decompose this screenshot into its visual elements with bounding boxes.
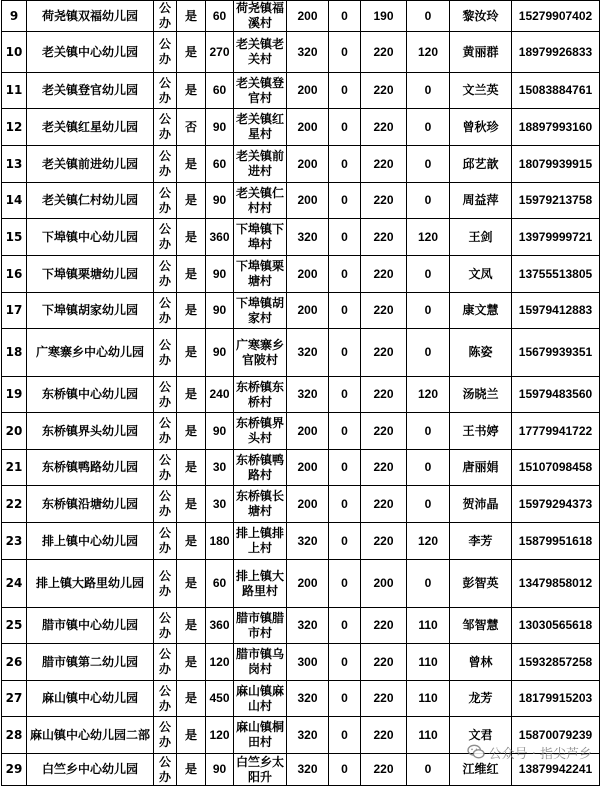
area-value: 200 [287, 146, 329, 183]
table-row [2, 681, 600, 717]
fee-2: 220 [361, 293, 407, 329]
area-value: 200 [287, 413, 329, 450]
principal-name: 康文慧 [450, 293, 512, 329]
fee-3: 0 [407, 109, 450, 146]
fee-2: 220 [361, 681, 407, 717]
fee-3: 0 [407, 146, 450, 183]
fee-1: 0 [329, 293, 361, 329]
kindergarten-name: 腊市镇第二幼儿园 [27, 644, 154, 681]
row-number: 12 [2, 109, 27, 146]
enrollment-capacity: 30 [206, 450, 234, 486]
area-value: 320 [287, 717, 329, 754]
principal-name: 邹智慧 [450, 608, 512, 644]
kindergarten-name: 东桥镇界头幼儿园 [27, 413, 154, 450]
row-number: 26 [2, 644, 27, 681]
row-number: 15 [2, 219, 27, 256]
phone-number: 13030565618 [512, 608, 600, 644]
row-number: 18 [2, 329, 27, 377]
row-number: 11 [2, 73, 27, 109]
fee-3: 0 [407, 560, 450, 608]
school-type: 公办 [154, 450, 177, 486]
fee-1: 0 [329, 450, 361, 486]
area-value: 200 [287, 293, 329, 329]
fee-1: 0 [329, 608, 361, 644]
principal-name: 文君 [450, 717, 512, 754]
row-number: 19 [2, 377, 27, 413]
kindergarten-name: 荷尧镇双福幼儿园 [27, 1, 154, 32]
row-number: 20 [2, 413, 27, 450]
area-value: 200 [287, 183, 329, 219]
village-location: 东桥镇长塘村 [234, 486, 287, 523]
row-number: 25 [2, 608, 27, 644]
fee-1: 0 [329, 754, 361, 786]
village-location: 麻山镇麻山村 [234, 681, 287, 717]
area-value: 200 [287, 486, 329, 523]
kindergarten-name: 麻山镇中心幼儿园 [27, 681, 154, 717]
table-row [2, 73, 600, 109]
phone-number: 15279907402 [512, 1, 600, 32]
table-row [2, 486, 600, 523]
school-type: 公办 [154, 608, 177, 644]
inclusive-flag: 否 [177, 109, 206, 146]
area-value: 300 [287, 644, 329, 681]
kindergarten-name: 排上镇中心幼儿园 [27, 523, 154, 560]
inclusive-flag: 是 [177, 377, 206, 413]
village-location: 腊市镇腊市村 [234, 608, 287, 644]
fee-3: 120 [407, 523, 450, 560]
fee-1: 0 [329, 560, 361, 608]
phone-number: 13479858012 [512, 560, 600, 608]
village-location: 下埠镇胡家村 [234, 293, 287, 329]
fee-1: 0 [329, 183, 361, 219]
area-value: 200 [287, 560, 329, 608]
inclusive-flag: 是 [177, 1, 206, 32]
fee-1: 0 [329, 73, 361, 109]
school-type: 公办 [154, 523, 177, 560]
inclusive-flag: 是 [177, 717, 206, 754]
table-row [2, 377, 600, 413]
area-value: 200 [287, 109, 329, 146]
fee-2: 220 [361, 73, 407, 109]
fee-1: 0 [329, 146, 361, 183]
village-location: 白竺乡太阳升 [234, 754, 287, 786]
fee-1: 0 [329, 219, 361, 256]
enrollment-capacity: 60 [206, 73, 234, 109]
school-type: 公办 [154, 644, 177, 681]
school-type: 公办 [154, 183, 177, 219]
phone-number: 15979213758 [512, 183, 600, 219]
inclusive-flag: 是 [177, 560, 206, 608]
fee-3: 110 [407, 644, 450, 681]
fee-3: 0 [407, 329, 450, 377]
fee-2: 220 [361, 754, 407, 786]
inclusive-flag: 是 [177, 329, 206, 377]
principal-name: 唐丽娟 [450, 450, 512, 486]
fee-2: 220 [361, 486, 407, 523]
row-number: 24 [2, 560, 27, 608]
principal-name: 文兰英 [450, 73, 512, 109]
row-number: 16 [2, 256, 27, 293]
village-location: 老关镇登官村 [234, 73, 287, 109]
village-location: 东桥镇东桥村 [234, 377, 287, 413]
phone-number: 17779941722 [512, 413, 600, 450]
village-location: 东桥镇界头村 [234, 413, 287, 450]
area-value: 320 [287, 523, 329, 560]
area-value: 320 [287, 329, 329, 377]
table-row [2, 329, 600, 377]
fee-3: 110 [407, 608, 450, 644]
enrollment-capacity: 90 [206, 109, 234, 146]
watermark-text: 公众号 · 指尖芦乡 [488, 746, 592, 762]
village-location: 排上镇大路里村 [234, 560, 287, 608]
enrollment-capacity: 90 [206, 293, 234, 329]
principal-name: 王书婷 [450, 413, 512, 450]
table-row [2, 32, 600, 73]
inclusive-flag: 是 [177, 413, 206, 450]
enrollment-capacity: 450 [206, 681, 234, 717]
inclusive-flag: 是 [177, 608, 206, 644]
phone-number: 13879942241 [512, 754, 600, 786]
principal-name: 江维红 [450, 754, 512, 786]
watermark [467, 738, 592, 766]
area-value: 320 [287, 681, 329, 717]
principal-name: 汤晓兰 [450, 377, 512, 413]
principal-name: 黎汝玲 [450, 1, 512, 32]
fee-3: 110 [407, 717, 450, 754]
fee-3: 110 [407, 681, 450, 717]
phone-number: 13979999721 [512, 219, 600, 256]
principal-name: 曾林 [450, 644, 512, 681]
kindergarten-name: 老关镇中心幼儿园 [27, 32, 154, 73]
village-location: 老关镇老关村 [234, 32, 287, 73]
school-type: 公办 [154, 32, 177, 73]
phone-number: 15083884761 [512, 73, 600, 109]
school-type: 公办 [154, 1, 177, 32]
table-row [2, 523, 600, 560]
principal-name: 文凤 [450, 256, 512, 293]
inclusive-flag: 是 [177, 450, 206, 486]
school-type: 公办 [154, 681, 177, 717]
enrollment-capacity: 60 [206, 146, 234, 183]
phone-number: 13755513805 [512, 256, 600, 293]
table-row [2, 413, 600, 450]
kindergarten-name: 下埠镇中心幼儿园 [27, 219, 154, 256]
fee-3: 0 [407, 1, 450, 32]
fee-2: 200 [361, 560, 407, 608]
enrollment-capacity: 120 [206, 644, 234, 681]
inclusive-flag: 是 [177, 146, 206, 183]
table-row [2, 608, 600, 644]
area-value: 200 [287, 73, 329, 109]
row-number: 17 [2, 293, 27, 329]
kindergarten-name: 白竺乡中心幼儿园 [27, 754, 154, 786]
village-location: 下埠镇下埠村 [234, 219, 287, 256]
enrollment-capacity: 90 [206, 256, 234, 293]
fee-1: 0 [329, 329, 361, 377]
fee-1: 0 [329, 486, 361, 523]
inclusive-flag: 是 [177, 293, 206, 329]
fee-3: 0 [407, 183, 450, 219]
kindergarten-name: 老关镇前进幼儿园 [27, 146, 154, 183]
fee-1: 0 [329, 523, 361, 560]
school-type: 公办 [154, 560, 177, 608]
fee-2: 220 [361, 109, 407, 146]
phone-number: 15107098458 [512, 450, 600, 486]
school-type: 公办 [154, 717, 177, 754]
fee-1: 0 [329, 1, 361, 32]
fee-1: 0 [329, 377, 361, 413]
inclusive-flag: 是 [177, 523, 206, 560]
inclusive-flag: 是 [177, 73, 206, 109]
fee-2: 220 [361, 32, 407, 73]
principal-name: 贺沛晶 [450, 486, 512, 523]
fee-2: 220 [361, 413, 407, 450]
row-number: 22 [2, 486, 27, 523]
school-type: 公办 [154, 486, 177, 523]
principal-name: 曾秋珍 [450, 109, 512, 146]
kindergarten-table [1, 0, 600, 786]
area-value: 320 [287, 32, 329, 73]
phone-number: 15979294373 [512, 486, 600, 523]
village-location: 东桥镇鸭路村 [234, 450, 287, 486]
fee-3: 0 [407, 73, 450, 109]
village-location: 麻山镇桐田村 [234, 717, 287, 754]
inclusive-flag: 是 [177, 183, 206, 219]
fee-2: 220 [361, 146, 407, 183]
principal-name: 邱艺歆 [450, 146, 512, 183]
fee-1: 0 [329, 644, 361, 681]
enrollment-capacity: 90 [206, 329, 234, 377]
kindergarten-name: 老关镇登官幼儿园 [27, 73, 154, 109]
fee-2: 220 [361, 329, 407, 377]
table-row [2, 219, 600, 256]
inclusive-flag: 是 [177, 32, 206, 73]
village-location: 排上镇排上村 [234, 523, 287, 560]
kindergarten-name: 排上镇大路里幼儿园 [27, 560, 154, 608]
table-row [2, 109, 600, 146]
enrollment-capacity: 360 [206, 608, 234, 644]
table-row [2, 146, 600, 183]
principal-name: 彭智英 [450, 560, 512, 608]
area-value: 320 [287, 754, 329, 786]
row-number: 21 [2, 450, 27, 486]
fee-3: 120 [407, 32, 450, 73]
fee-1: 0 [329, 413, 361, 450]
enrollment-capacity: 60 [206, 560, 234, 608]
principal-name: 黄丽群 [450, 32, 512, 73]
school-type: 公办 [154, 109, 177, 146]
fee-2: 220 [361, 377, 407, 413]
school-type: 公办 [154, 293, 177, 329]
school-type: 公办 [154, 329, 177, 377]
village-location: 荷尧镇福溪村 [234, 1, 287, 32]
enrollment-capacity: 90 [206, 754, 234, 786]
fee-3: 0 [407, 293, 450, 329]
row-number: 13 [2, 146, 27, 183]
fee-1: 0 [329, 717, 361, 754]
fee-2: 220 [361, 608, 407, 644]
school-type: 公办 [154, 413, 177, 450]
school-type: 公办 [154, 256, 177, 293]
kindergarten-name: 东桥镇沿塘幼儿园 [27, 486, 154, 523]
fee-3: 0 [407, 256, 450, 293]
phone-number: 15870079239 [512, 717, 600, 754]
fee-2: 220 [361, 717, 407, 754]
fee-2: 220 [361, 644, 407, 681]
kindergarten-name: 下埠镇栗塘幼儿园 [27, 256, 154, 293]
phone-number: 15932857258 [512, 644, 600, 681]
kindergarten-name: 老关镇仁村幼儿园 [27, 183, 154, 219]
area-value: 320 [287, 377, 329, 413]
fee-1: 0 [329, 681, 361, 717]
area-value: 200 [287, 450, 329, 486]
village-location: 老关镇仁村村 [234, 183, 287, 219]
table-row [2, 256, 600, 293]
enrollment-capacity: 90 [206, 183, 234, 219]
fee-2: 220 [361, 219, 407, 256]
enrollment-capacity: 120 [206, 717, 234, 754]
kindergarten-name: 广寒寨乡中心幼儿园 [27, 329, 154, 377]
phone-number: 18079939915 [512, 146, 600, 183]
enrollment-capacity: 180 [206, 523, 234, 560]
row-number: 29 [2, 754, 27, 786]
phone-number: 15979483560 [512, 377, 600, 413]
village-location: 广寒寨乡官陂村 [234, 329, 287, 377]
school-type: 公办 [154, 377, 177, 413]
principal-name: 陈姿 [450, 329, 512, 377]
enrollment-capacity: 30 [206, 486, 234, 523]
village-location: 老关镇红星村 [234, 109, 287, 146]
row-number: 14 [2, 183, 27, 219]
inclusive-flag: 是 [177, 486, 206, 523]
school-type: 公办 [154, 73, 177, 109]
area-value: 320 [287, 219, 329, 256]
row-number: 28 [2, 717, 27, 754]
table-row [2, 644, 600, 681]
school-type: 公办 [154, 754, 177, 786]
table-row [2, 183, 600, 219]
inclusive-flag: 是 [177, 256, 206, 293]
kindergarten-name: 东桥镇鸭路幼儿园 [27, 450, 154, 486]
phone-number: 15679939351 [512, 329, 600, 377]
school-type: 公办 [154, 219, 177, 256]
principal-name: 王剑 [450, 219, 512, 256]
fee-1: 0 [329, 109, 361, 146]
fee-2: 220 [361, 256, 407, 293]
fee-3: 120 [407, 377, 450, 413]
village-location: 下埠镇栗塘村 [234, 256, 287, 293]
fee-3: 0 [407, 413, 450, 450]
principal-name: 周益萍 [450, 183, 512, 219]
kindergarten-name: 老关镇红星幼儿园 [27, 109, 154, 146]
fee-1: 0 [329, 32, 361, 73]
fee-1: 0 [329, 256, 361, 293]
inclusive-flag: 是 [177, 754, 206, 786]
fee-3: 0 [407, 486, 450, 523]
school-type: 公办 [154, 146, 177, 183]
row-number: 9 [2, 1, 27, 32]
fee-2: 190 [361, 1, 407, 32]
phone-number: 15879951618 [512, 523, 600, 560]
village-location: 腊市镇乌岗村 [234, 644, 287, 681]
principal-name: 李芳 [450, 523, 512, 560]
kindergarten-name: 腊市镇中心幼儿园 [27, 608, 154, 644]
wechat-official-account-icon [467, 744, 485, 760]
kindergarten-name: 麻山镇中心幼儿园二部 [27, 717, 154, 754]
kindergarten-name: 东桥镇中心幼儿园 [27, 377, 154, 413]
phone-number: 18979926833 [512, 32, 600, 73]
row-number: 10 [2, 32, 27, 73]
table-row [2, 293, 600, 329]
table-row [2, 1, 600, 32]
fee-2: 220 [361, 523, 407, 560]
inclusive-flag: 是 [177, 219, 206, 256]
fee-3: 0 [407, 450, 450, 486]
enrollment-capacity: 240 [206, 377, 234, 413]
enrollment-capacity: 270 [206, 32, 234, 73]
inclusive-flag: 是 [177, 681, 206, 717]
enrollment-capacity: 90 [206, 413, 234, 450]
principal-name: 龙芳 [450, 681, 512, 717]
phone-number: 15979412883 [512, 293, 600, 329]
area-value: 200 [287, 1, 329, 32]
village-location: 老关镇前进村 [234, 146, 287, 183]
phone-number: 18179915203 [512, 681, 600, 717]
enrollment-capacity: 60 [206, 1, 234, 32]
table-row [2, 560, 600, 608]
fee-2: 220 [361, 183, 407, 219]
table-row [2, 450, 600, 486]
row-number: 23 [2, 523, 27, 560]
area-value: 320 [287, 608, 329, 644]
enrollment-capacity: 360 [206, 219, 234, 256]
area-value: 200 [287, 256, 329, 293]
inclusive-flag: 是 [177, 644, 206, 681]
fee-3: 120 [407, 219, 450, 256]
kindergarten-name: 下埠镇胡家幼儿园 [27, 293, 154, 329]
fee-3: 0 [407, 754, 450, 786]
phone-number: 18897993160 [512, 109, 600, 146]
fee-2: 220 [361, 450, 407, 486]
row-number: 27 [2, 681, 27, 717]
